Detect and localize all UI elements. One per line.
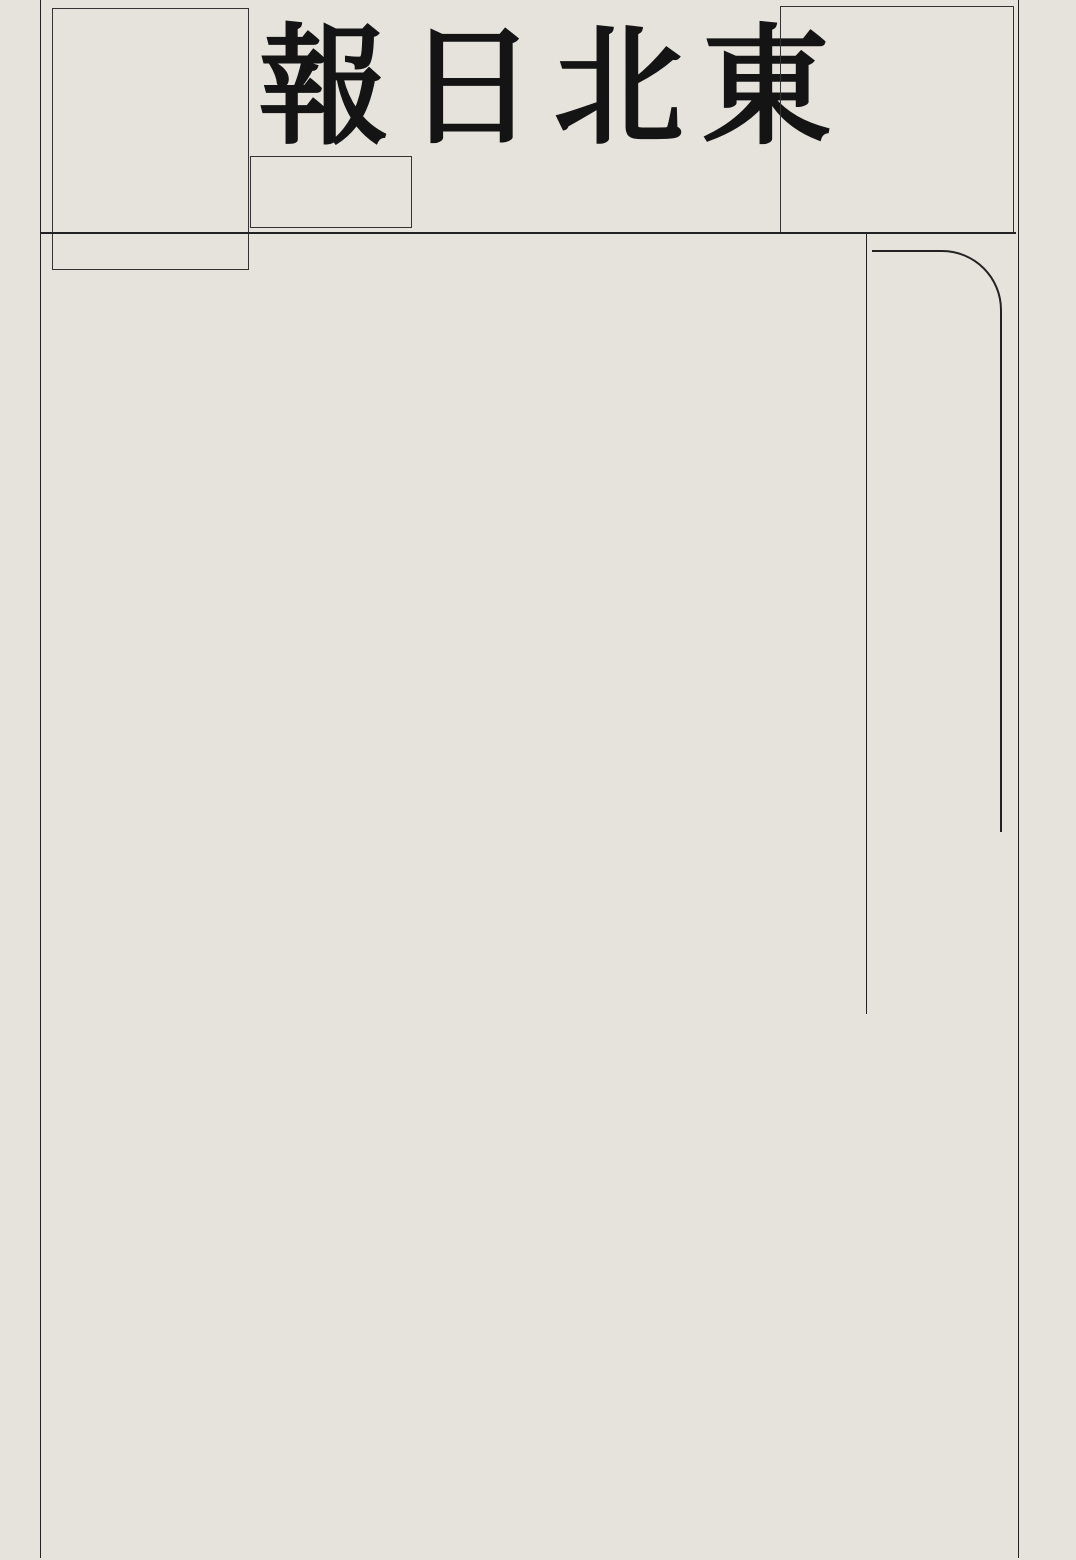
masthead-char-3: 日	[406, 10, 537, 163]
price-label	[370, 162, 400, 222]
left-notice-sign1	[80, 60, 98, 260]
article-band-lower-right	[868, 1020, 1014, 1550]
headline-subtitle	[880, 420, 934, 840]
right-notice-title	[1048, 4, 1072, 44]
sales-agent	[676, 162, 694, 222]
left-notice-body	[98, 14, 210, 264]
article-continuation	[48, 1440, 70, 1550]
headline-divider	[866, 234, 867, 1014]
issue-number	[425, 168, 655, 218]
rail-notice-sign2	[788, 90, 806, 227]
article-band-low	[44, 950, 864, 1550]
price-monthly	[280, 162, 298, 222]
price-unit	[310, 162, 328, 222]
right-notice-body	[1050, 48, 1070, 228]
left-notice-number	[214, 14, 242, 264]
right-margin-rule	[1018, 0, 1019, 1558]
article-band-top	[44, 238, 864, 598]
right-notice-sign	[1024, 48, 1044, 228]
headline-title	[938, 292, 998, 812]
article-band-mid	[44, 604, 864, 944]
masthead-char-1: 東	[701, 10, 832, 163]
rail-notice-number	[984, 76, 1002, 176]
sales-label	[730, 160, 760, 230]
rail-notice-sign1	[808, 12, 826, 227]
rail-notice-title	[978, 12, 1006, 72]
masthead-char-2: 北	[553, 10, 684, 163]
sales-store	[698, 162, 716, 222]
masthead-char-4: 報	[258, 10, 389, 163]
masthead	[250, 10, 840, 163]
date-strip	[6, 160, 24, 560]
rail-notice-body	[830, 12, 975, 227]
